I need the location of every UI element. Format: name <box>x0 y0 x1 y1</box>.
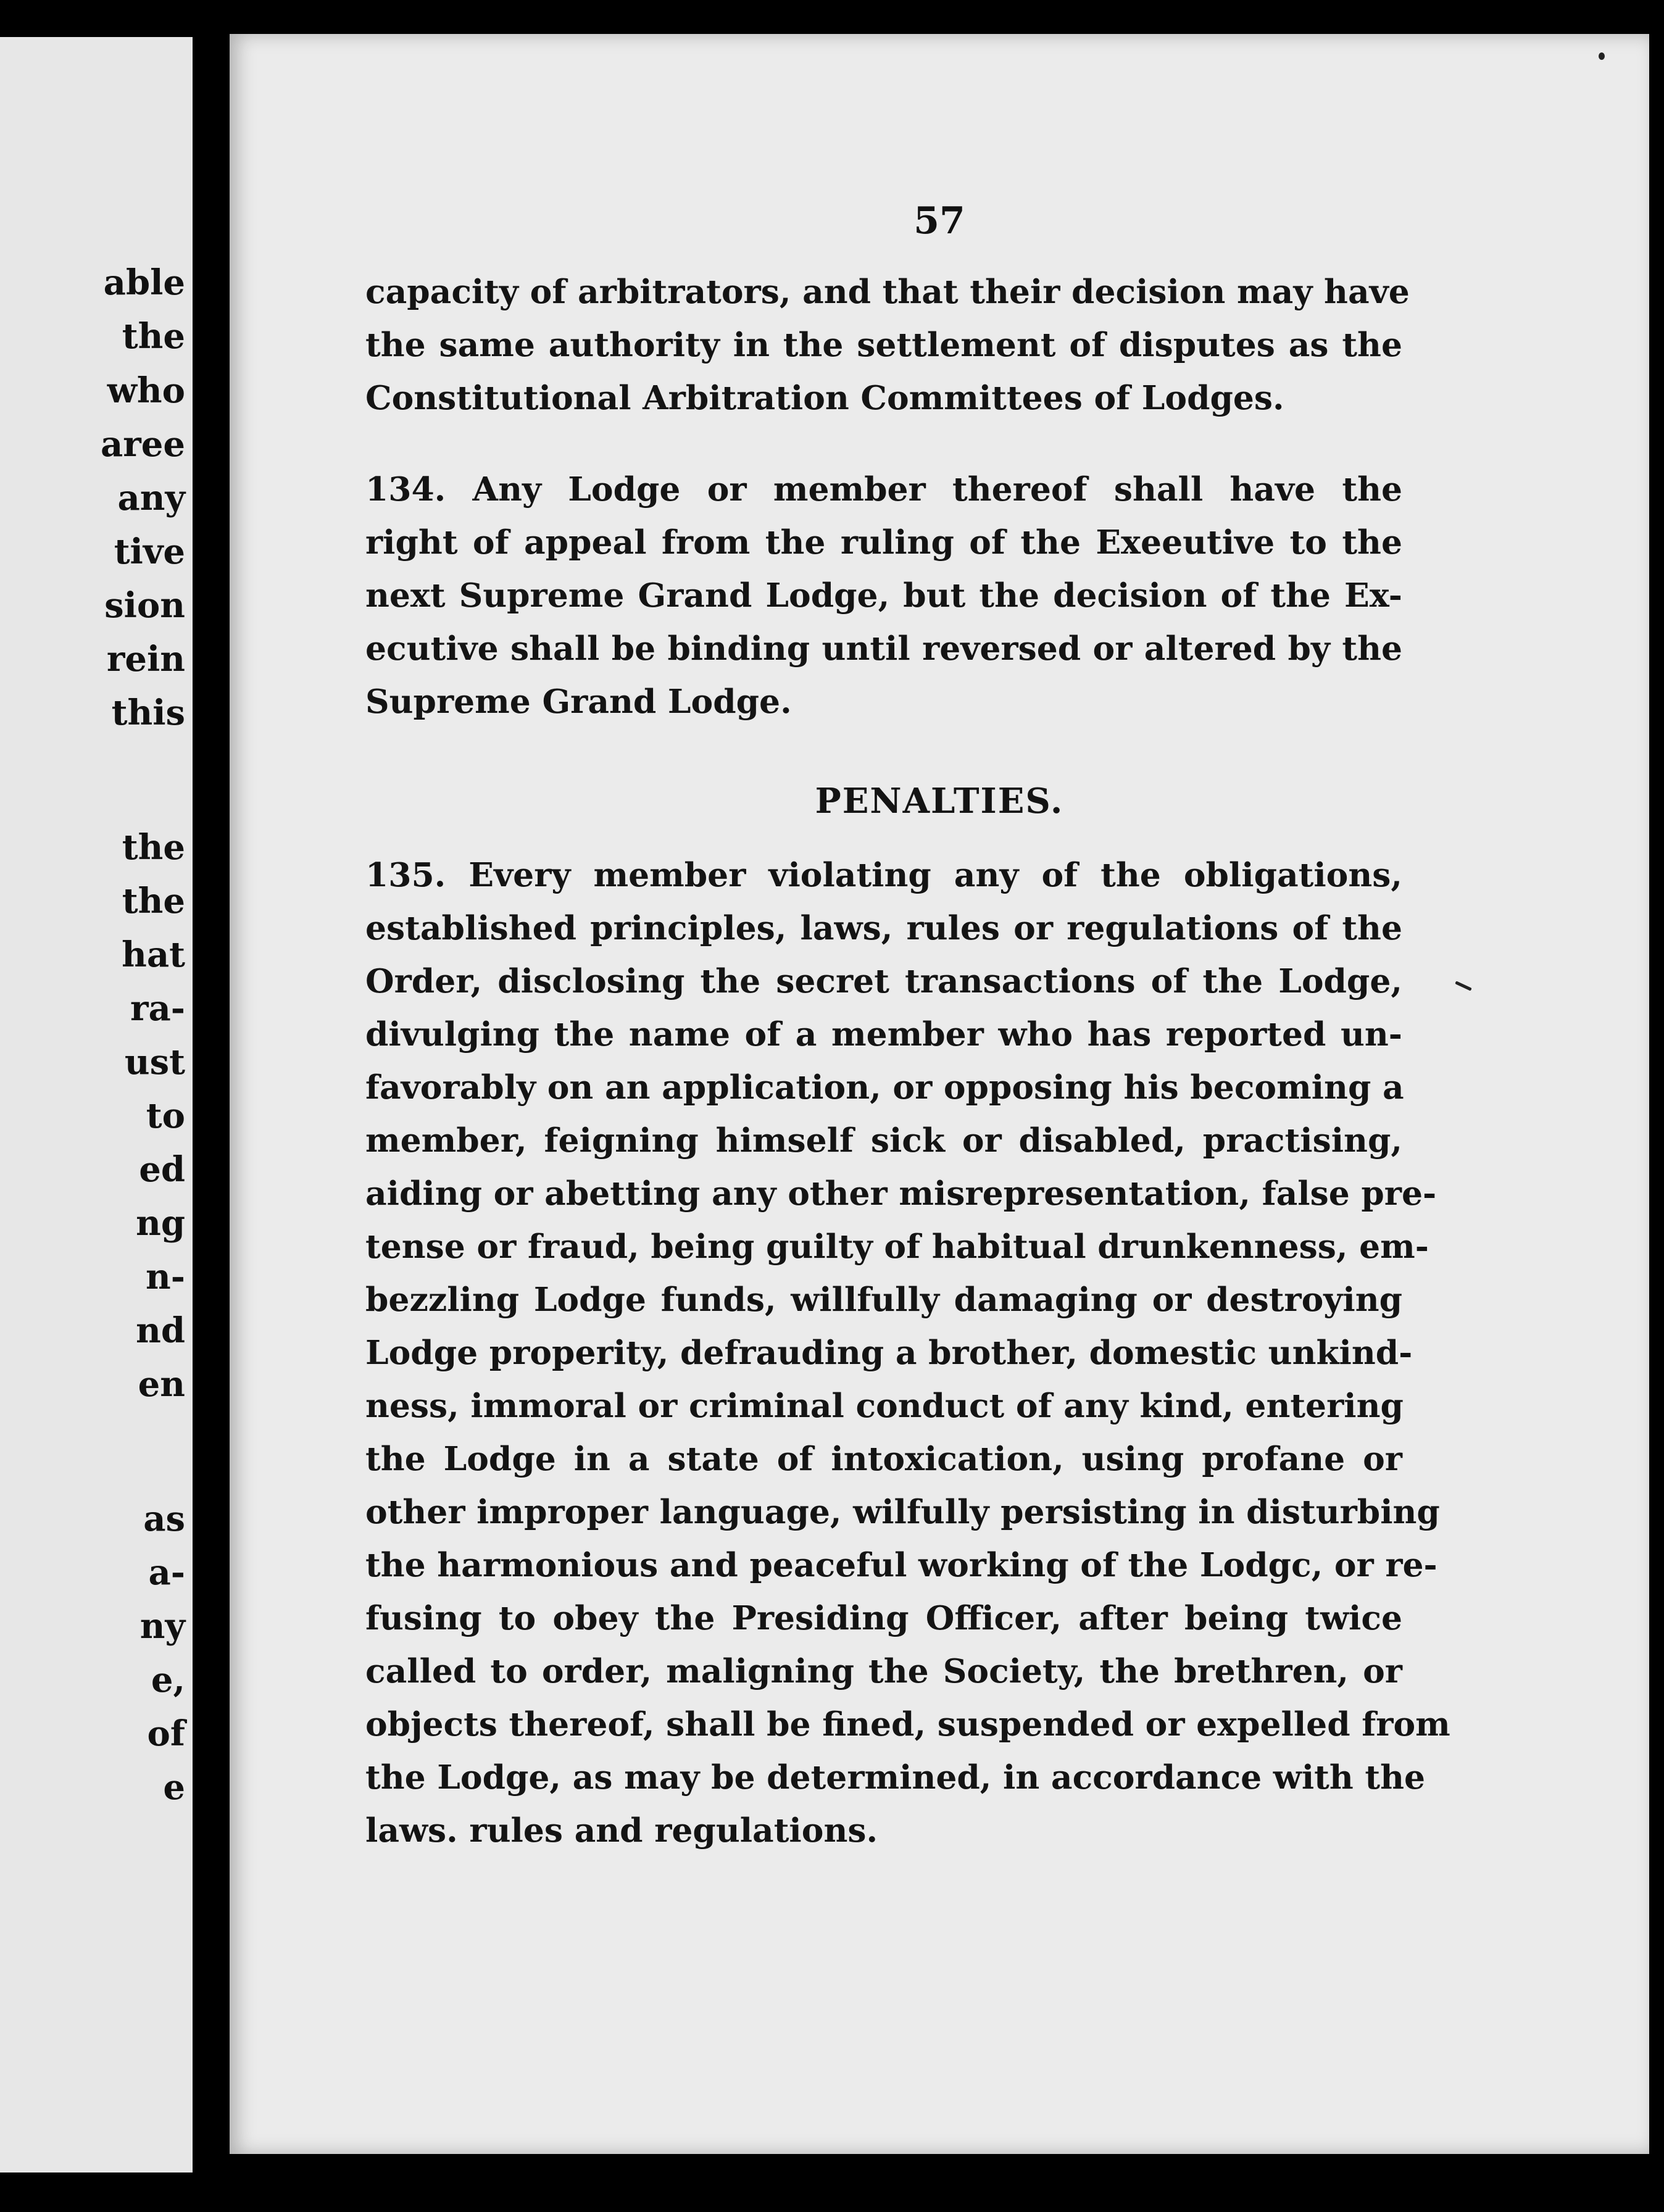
ink-mark <box>1455 981 1471 991</box>
left-page <box>0 37 193 2172</box>
text-line: ness, immoral or criminal conduct of any kind, entering <box>365 1386 1404 1425</box>
text-line: Constitutional Arbitration Committees of Lodges. <box>365 378 1284 417</box>
left-fragment: rein <box>106 639 185 680</box>
left-page-text-fragments <box>0 37 193 2172</box>
text-line: Supreme Grand Lodge. <box>365 682 792 721</box>
left-fragment: hat <box>122 934 185 975</box>
left-fragment: ny <box>139 1606 185 1647</box>
left-fragment: able <box>103 262 185 303</box>
left-fragment: ra- <box>130 988 185 1029</box>
text-line: tense or fraud, being guilty of habitual drunkenness, em- <box>365 1227 1429 1266</box>
left-fragment: nd <box>136 1310 185 1351</box>
left-fragment: the <box>122 881 185 921</box>
section-heading-penalties: PENALTIES. <box>815 781 1064 821</box>
text-line: laws. rules and regulations. <box>365 1811 878 1850</box>
left-fragment: n- <box>146 1257 185 1297</box>
text-line: next Supreme Grand Lodge, but the decision of the Ex- <box>365 576 1402 615</box>
left-fragment: of <box>147 1713 185 1754</box>
text-line: the harmonious and peaceful working of the Lodgc, or re- <box>365 1545 1437 1584</box>
text-line: established principles, laws, rules or regulations of the <box>365 908 1402 947</box>
text-line: 135. Every member violating any of the obligations, <box>365 855 1402 894</box>
paragraph-continued <box>365 265 1410 425</box>
page-number: 57 <box>913 199 965 243</box>
left-fragment: ed <box>139 1149 185 1190</box>
text-line: divulging the name of a member who has reported un- <box>365 1015 1402 1054</box>
text-line: bezzling Lodge funds, willfully damaging or destroying <box>365 1280 1402 1319</box>
left-fragment: the <box>122 316 185 357</box>
left-fragment: to <box>146 1096 185 1136</box>
left-fragment: as <box>143 1499 185 1539</box>
ink-speck <box>1599 52 1605 60</box>
text-line: 134. Any Lodge or member thereof shall have the <box>365 470 1402 509</box>
left-fragment: a- <box>148 1552 185 1593</box>
text-line: favorably on an application, or opposing his becoming a <box>365 1068 1404 1107</box>
left-fragment: any <box>117 478 185 518</box>
left-fragment: aree <box>100 424 185 465</box>
left-fragment: en <box>138 1364 185 1405</box>
text-line: objects thereof, shall be fined, suspended or expelled from <box>365 1705 1450 1744</box>
text-line: fusing to obey the Presiding Officer, after being twice <box>365 1599 1402 1637</box>
text-line: member, feigning himself sick or disabled, practising, <box>365 1121 1402 1160</box>
left-fragment: sion <box>104 585 185 626</box>
left-fragment: e <box>163 1767 185 1808</box>
text-line: other improper language, wilfully persisting in disturbing <box>365 1492 1440 1531</box>
text-line: Order, disclosing the secret transactions of the Lodge, <box>365 962 1402 1000</box>
text-line: the Lodge in a state of intoxication, using profane or <box>365 1439 1402 1478</box>
text-line: ecutive shall be binding until reversed or altered by the <box>365 629 1402 668</box>
left-fragment: tive <box>114 531 185 572</box>
paragraph-134 <box>365 463 1402 728</box>
text-line: aiding or abetting any other misrepresentation, false pre- <box>365 1174 1437 1213</box>
text-line: capacity of arbitrators, and that their decision may have <box>365 272 1410 311</box>
left-fragment: ust <box>124 1042 185 1083</box>
text-line: Lodge properity, defrauding a brother, domestic unkind- <box>365 1333 1413 1372</box>
left-fragment: e, <box>151 1660 185 1700</box>
left-fragment: this <box>111 692 185 733</box>
text-line: the same authority in the settlement of disputes as the <box>365 325 1402 364</box>
right-page <box>230 34 1649 2154</box>
left-fragment: who <box>107 370 185 411</box>
text-line: the Lodge, as may be determined, in accordance with the <box>365 1758 1426 1797</box>
text-line: called to order, maligning the Society, the brethren, or <box>365 1652 1402 1690</box>
paragraph-135 <box>365 849 1450 1857</box>
text-line: right of appeal from the ruling of the Exeeutive to the <box>365 523 1402 562</box>
left-fragment: ng <box>136 1203 185 1244</box>
left-fragment: the <box>122 827 185 868</box>
